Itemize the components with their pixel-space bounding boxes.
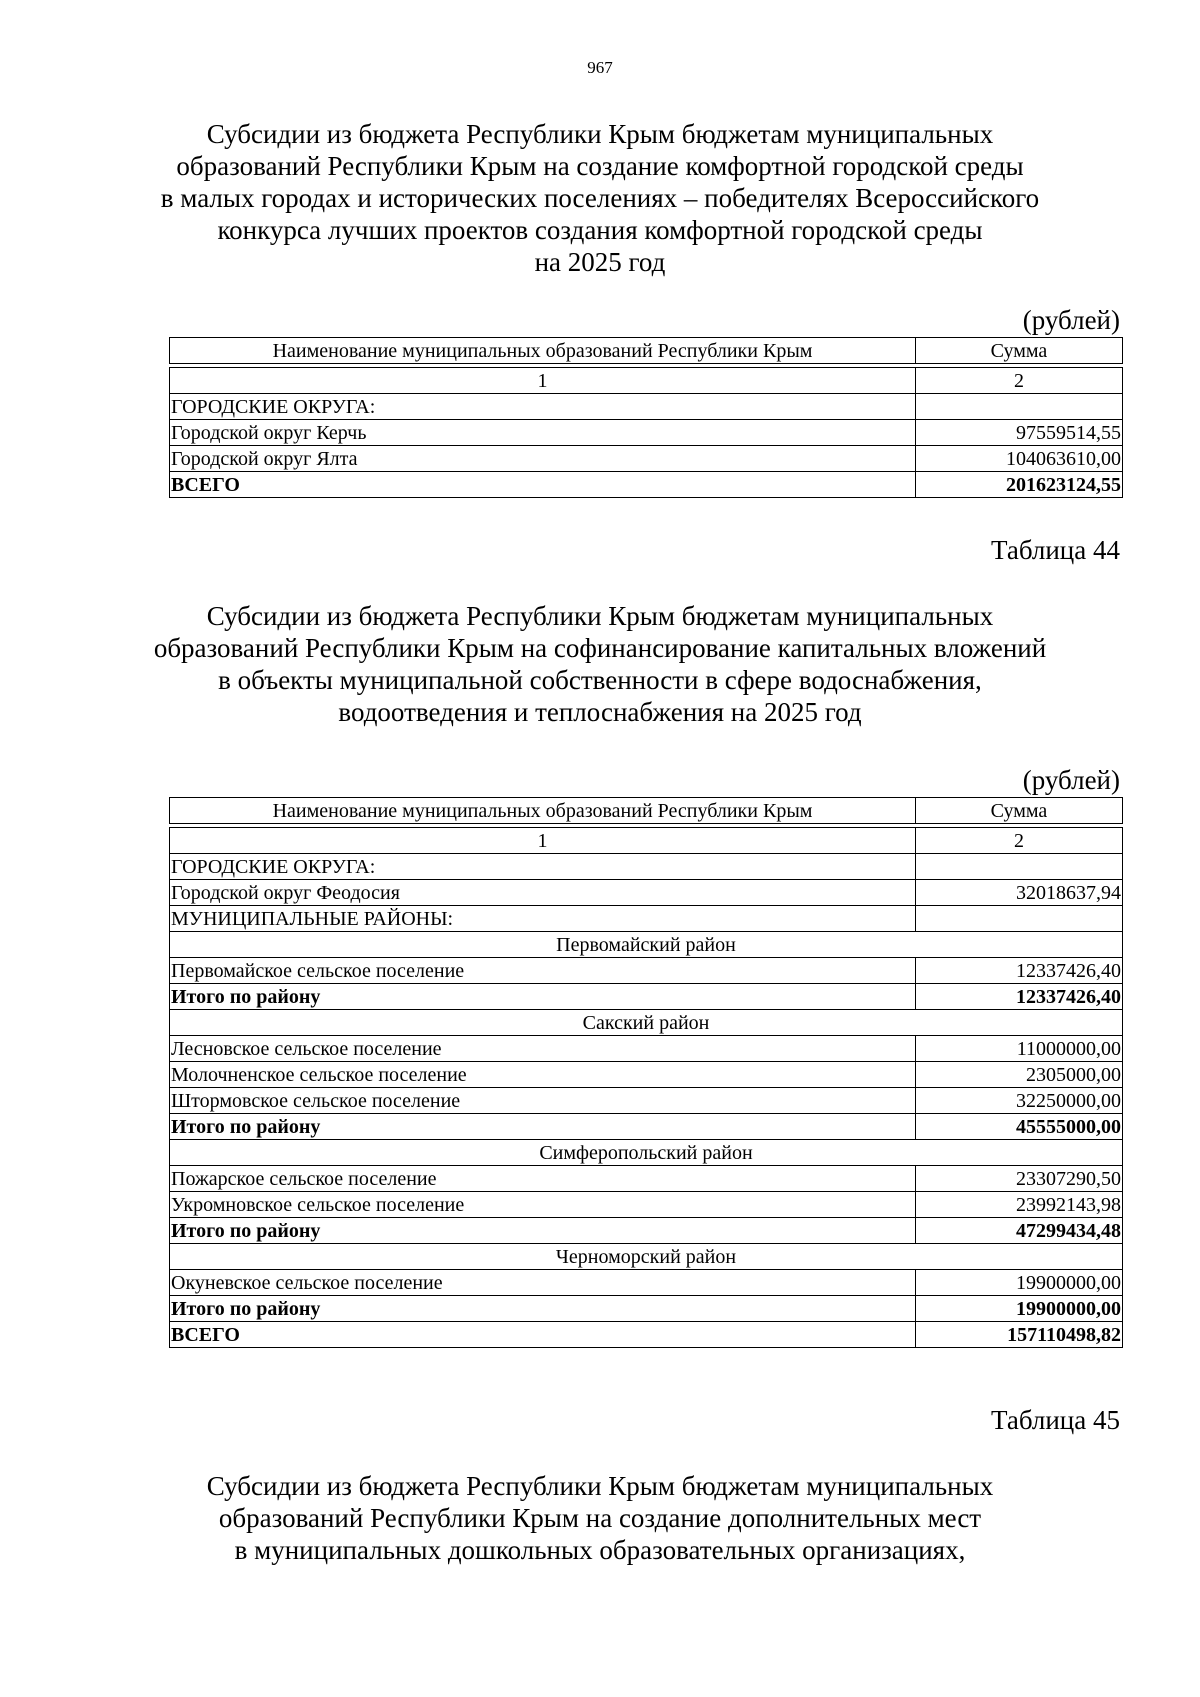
- row-value: 23307290,50: [916, 1166, 1123, 1192]
- row-value: [916, 906, 1123, 932]
- row-name: ВСЕГО: [170, 472, 916, 498]
- header-name: Наименование муниципальных образований Республики Крым: [170, 798, 916, 824]
- row-value: 19900000,00: [916, 1270, 1123, 1296]
- table-row: [170, 394, 1123, 420]
- row-value: 97559514,55: [916, 420, 1123, 446]
- row-value: 23992143,98: [916, 1192, 1123, 1218]
- district-name: Симферопольский район: [170, 1140, 1123, 1166]
- row-name: Городской округ Керчь: [170, 420, 916, 446]
- title-line: образований Республики Крым на софинансирование капитальных вложений: [153, 633, 1047, 663]
- table-row: [170, 1088, 1123, 1114]
- row-name: Молочненское сельское поселение: [170, 1062, 916, 1088]
- table-row: [170, 1192, 1123, 1218]
- row-value: 32250000,00: [916, 1088, 1123, 1114]
- table-row: [170, 854, 1123, 880]
- header-row: [170, 338, 1123, 364]
- district-name: Сакский район: [170, 1010, 1123, 1036]
- row-value: 12337426,40: [916, 958, 1123, 984]
- district-row: [170, 1140, 1123, 1166]
- title-line: образований Республики Крым на создание дополнительных мест: [218, 1503, 982, 1533]
- table-row: [170, 1166, 1123, 1192]
- table-row: [170, 420, 1123, 446]
- row-value: 19900000,00: [916, 1296, 1123, 1322]
- col-number: 1: [170, 828, 916, 854]
- row-name: Итого по району: [170, 1114, 916, 1140]
- row-name: ВСЕГО: [170, 1322, 916, 1348]
- district-name: Первомайский район: [170, 932, 1123, 958]
- page-number: 967: [587, 58, 613, 77]
- title-line: образований Республики Крым на создание комфортной городской среды: [176, 151, 1024, 181]
- row-name: ГОРОДСКИЕ ОКРУГА:: [170, 854, 916, 880]
- table44-unit: (рублей): [1022, 765, 1120, 795]
- row-value: 47299434,48: [916, 1218, 1123, 1244]
- row-value: 12337426,40: [916, 984, 1123, 1010]
- col-number: 2: [916, 828, 1123, 854]
- row-name: Итого по району: [170, 1296, 916, 1322]
- row-value: 45555000,00: [916, 1114, 1123, 1140]
- header-sum: Сумма: [916, 338, 1123, 364]
- total-row: [170, 1114, 1123, 1140]
- title-line: в объекты муниципальной собственности в сфере водоснабжения,: [218, 665, 982, 695]
- table-row: [170, 1270, 1123, 1296]
- title-line: Субсидии из бюджета Республики Крым бюджетам муниципальных: [206, 119, 994, 149]
- column-number-row: [170, 828, 1123, 854]
- col-number: 2: [916, 368, 1123, 394]
- column-number-row: [170, 368, 1123, 394]
- table45-title: [0, 1470, 1200, 1566]
- title-line: в муниципальных дошкольных образовательных организациях,: [234, 1535, 966, 1565]
- total-row: [170, 472, 1123, 498]
- row-name: Итого по району: [170, 984, 916, 1010]
- row-name: ГОРОДСКИЕ ОКРУГА:: [170, 394, 916, 420]
- row-name: Городской округ Феодосия: [170, 880, 916, 906]
- title-line: водоотведения и теплоснабжения на 2025 год: [338, 697, 862, 727]
- district-row: [170, 932, 1123, 958]
- total-row: [170, 1322, 1123, 1348]
- row-value: [916, 854, 1123, 880]
- row-value: 32018637,94: [916, 880, 1123, 906]
- title-line: Субсидии из бюджета Республики Крым бюджетам муниципальных: [206, 1471, 994, 1501]
- row-value: 157110498,82: [916, 1322, 1123, 1348]
- row-value: [916, 394, 1123, 420]
- total-row: [170, 1296, 1123, 1322]
- row-value: 201623124,55: [916, 472, 1123, 498]
- title-line: Субсидии из бюджета Республики Крым бюджетам муниципальных: [206, 601, 994, 631]
- title-line: на 2025 год: [534, 247, 666, 277]
- table-row: [170, 880, 1123, 906]
- table-row: [170, 958, 1123, 984]
- table44-label: Таблица 44: [991, 535, 1120, 565]
- header-sum: Сумма: [916, 798, 1123, 824]
- table43-title: [0, 118, 1200, 278]
- table-row: [170, 446, 1123, 472]
- row-value: 11000000,00: [916, 1036, 1123, 1062]
- header-row: [170, 798, 1123, 824]
- row-value: 2305000,00: [916, 1062, 1123, 1088]
- row-name: Пожарское сельское поселение: [170, 1166, 916, 1192]
- table43: [169, 337, 1123, 498]
- district-row: [170, 1010, 1123, 1036]
- table-row: [170, 1062, 1123, 1088]
- district-row: [170, 1244, 1123, 1270]
- table-row: [170, 1036, 1123, 1062]
- table43-unit: (рублей): [1022, 305, 1120, 335]
- row-name: Окуневское сельское поселение: [170, 1270, 916, 1296]
- table45-label: Таблица 45: [991, 1405, 1120, 1435]
- row-name: Первомайское сельское поселение: [170, 958, 916, 984]
- title-line: конкурса лучших проектов создания комфортной городской среды: [217, 215, 983, 245]
- row-name: Лесновское сельское поселение: [170, 1036, 916, 1062]
- district-name: Черноморский район: [170, 1244, 1123, 1270]
- total-row: [170, 1218, 1123, 1244]
- row-name: Штормовское сельское поселение: [170, 1088, 916, 1114]
- table44: [169, 797, 1123, 1348]
- table44-title: [0, 600, 1200, 728]
- title-line: в малых городах и исторических поселениях – победителях Всероссийского: [160, 183, 1040, 213]
- header-name: Наименование муниципальных образований Республики Крым: [170, 338, 916, 364]
- row-name: МУНИЦИПАЛЬНЫЕ РАЙОНЫ:: [170, 906, 916, 932]
- total-row: [170, 984, 1123, 1010]
- row-name: Городской округ Ялта: [170, 446, 916, 472]
- row-name: Итого по району: [170, 1218, 916, 1244]
- table-row: [170, 906, 1123, 932]
- row-name: Укромновское сельское поселение: [170, 1192, 916, 1218]
- row-value: 104063610,00: [916, 446, 1123, 472]
- col-number: 1: [170, 368, 916, 394]
